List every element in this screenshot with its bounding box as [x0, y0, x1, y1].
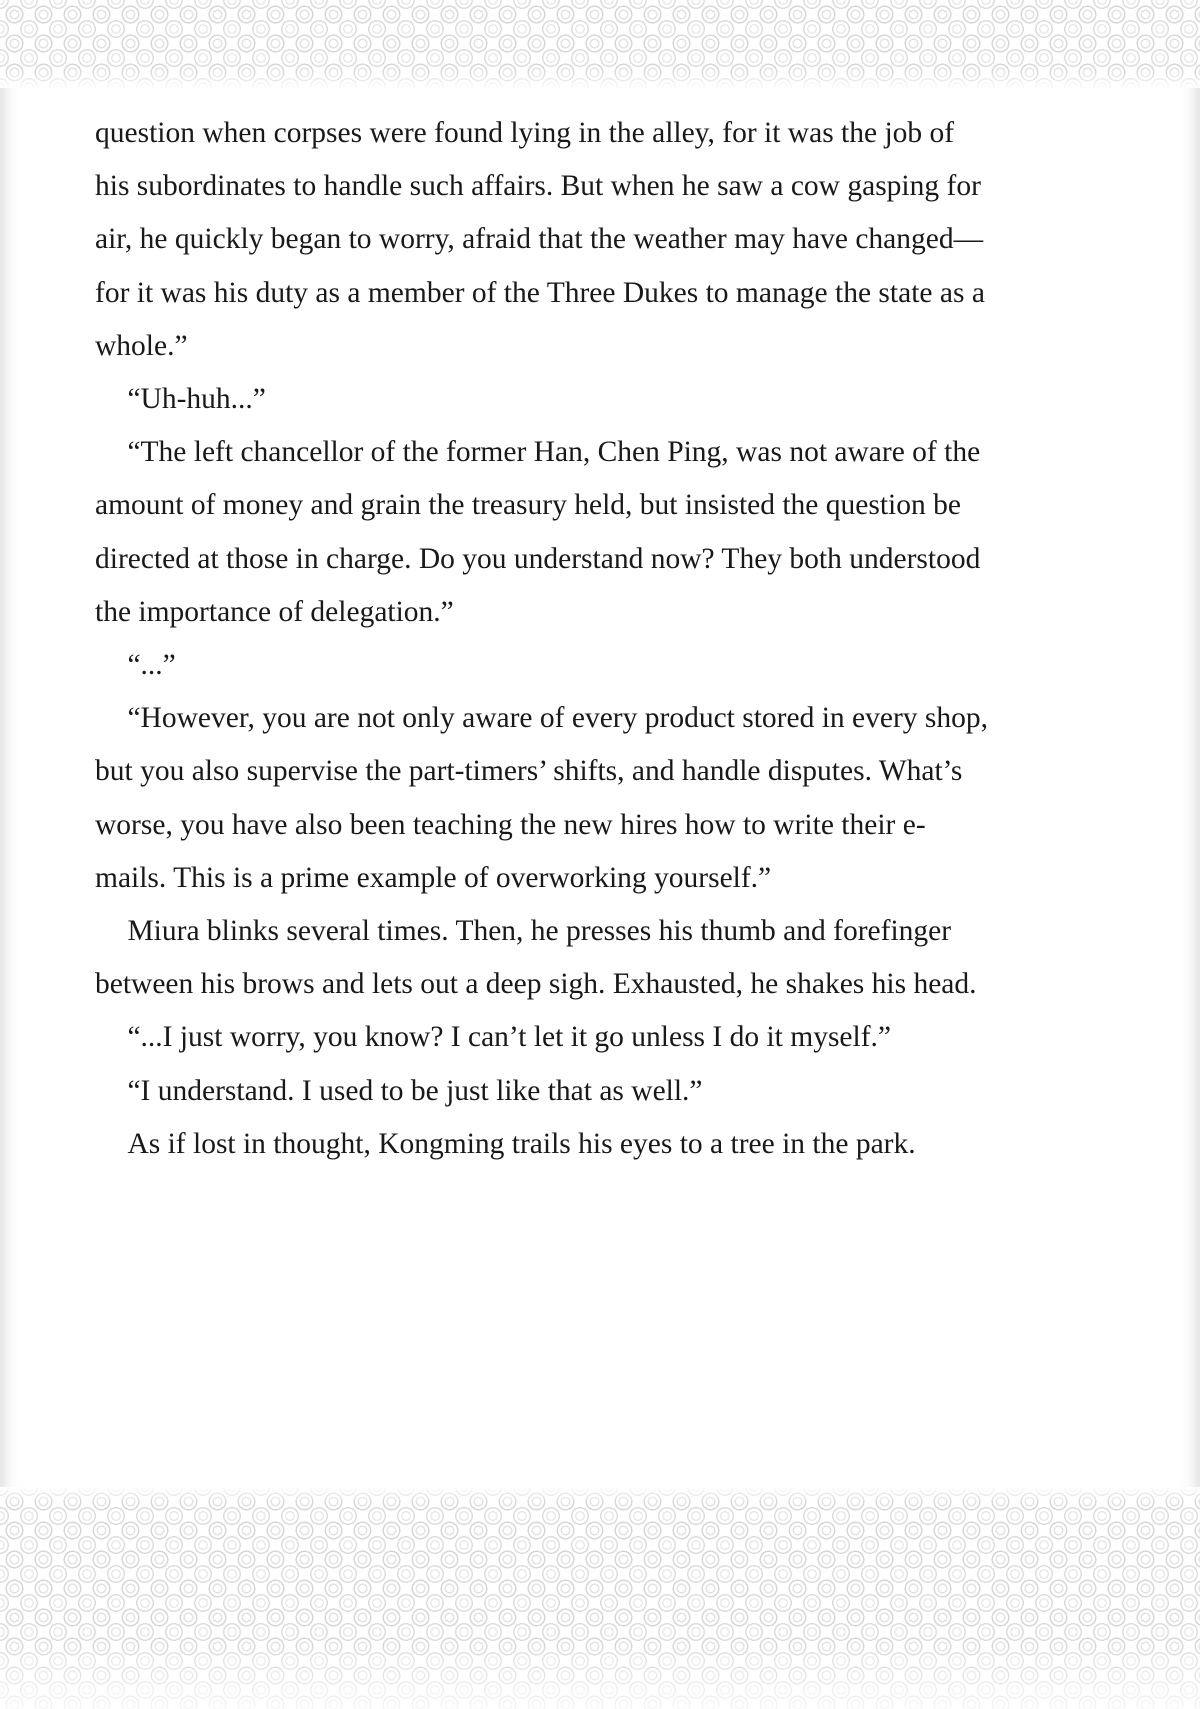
paragraph: Miura blinks several times. Then, he presses his thumb and forefinger between his brows and lets out a deep sigh. Exhausted, he shakes his head.: [95, 915, 977, 1001]
top-border-pattern: [0, 0, 1200, 88]
paragraph: “Uh-huh...”: [127, 383, 266, 416]
paragraph: As if lost in thought, Kongming trails his eyes to a tree in the park.: [127, 1127, 916, 1160]
page-text: [95, 107, 995, 1171]
paragraph: “...”: [127, 649, 176, 682]
bottom-border-pattern: [0, 1487, 1200, 1709]
paragraph: “I understand. I used to be just like that as well.”: [127, 1074, 703, 1107]
paragraph: “The left chancellor of the former Han, Chen Ping, was not aware of the amount of money and grain the treasury held, but insisted the question be directed at those in charge. Do you understand now? They both understood the importance of delegation.”: [95, 436, 981, 628]
paragraph: question when corpses were found lying in the alley, for it was the job of his subordinates to handle such affairs. But when he saw a cow gasping for air, he quickly began to worry, afraid that the weather may have changed—for it was his duty as a member of the Three Dukes to manage the state as a whole.”: [95, 117, 985, 362]
paragraph: “...I just worry, you know? I can’t let it go unless I do it myself.”: [127, 1021, 892, 1054]
paragraph: “However, you are not only aware of every product stored in every shop, but you also supervise the part-timers’ shifts, and handle disputes. What’s worse, you have also been teaching the new hires how to write their e-mails. This is a prime example of overworking yourself.”: [95, 702, 989, 894]
